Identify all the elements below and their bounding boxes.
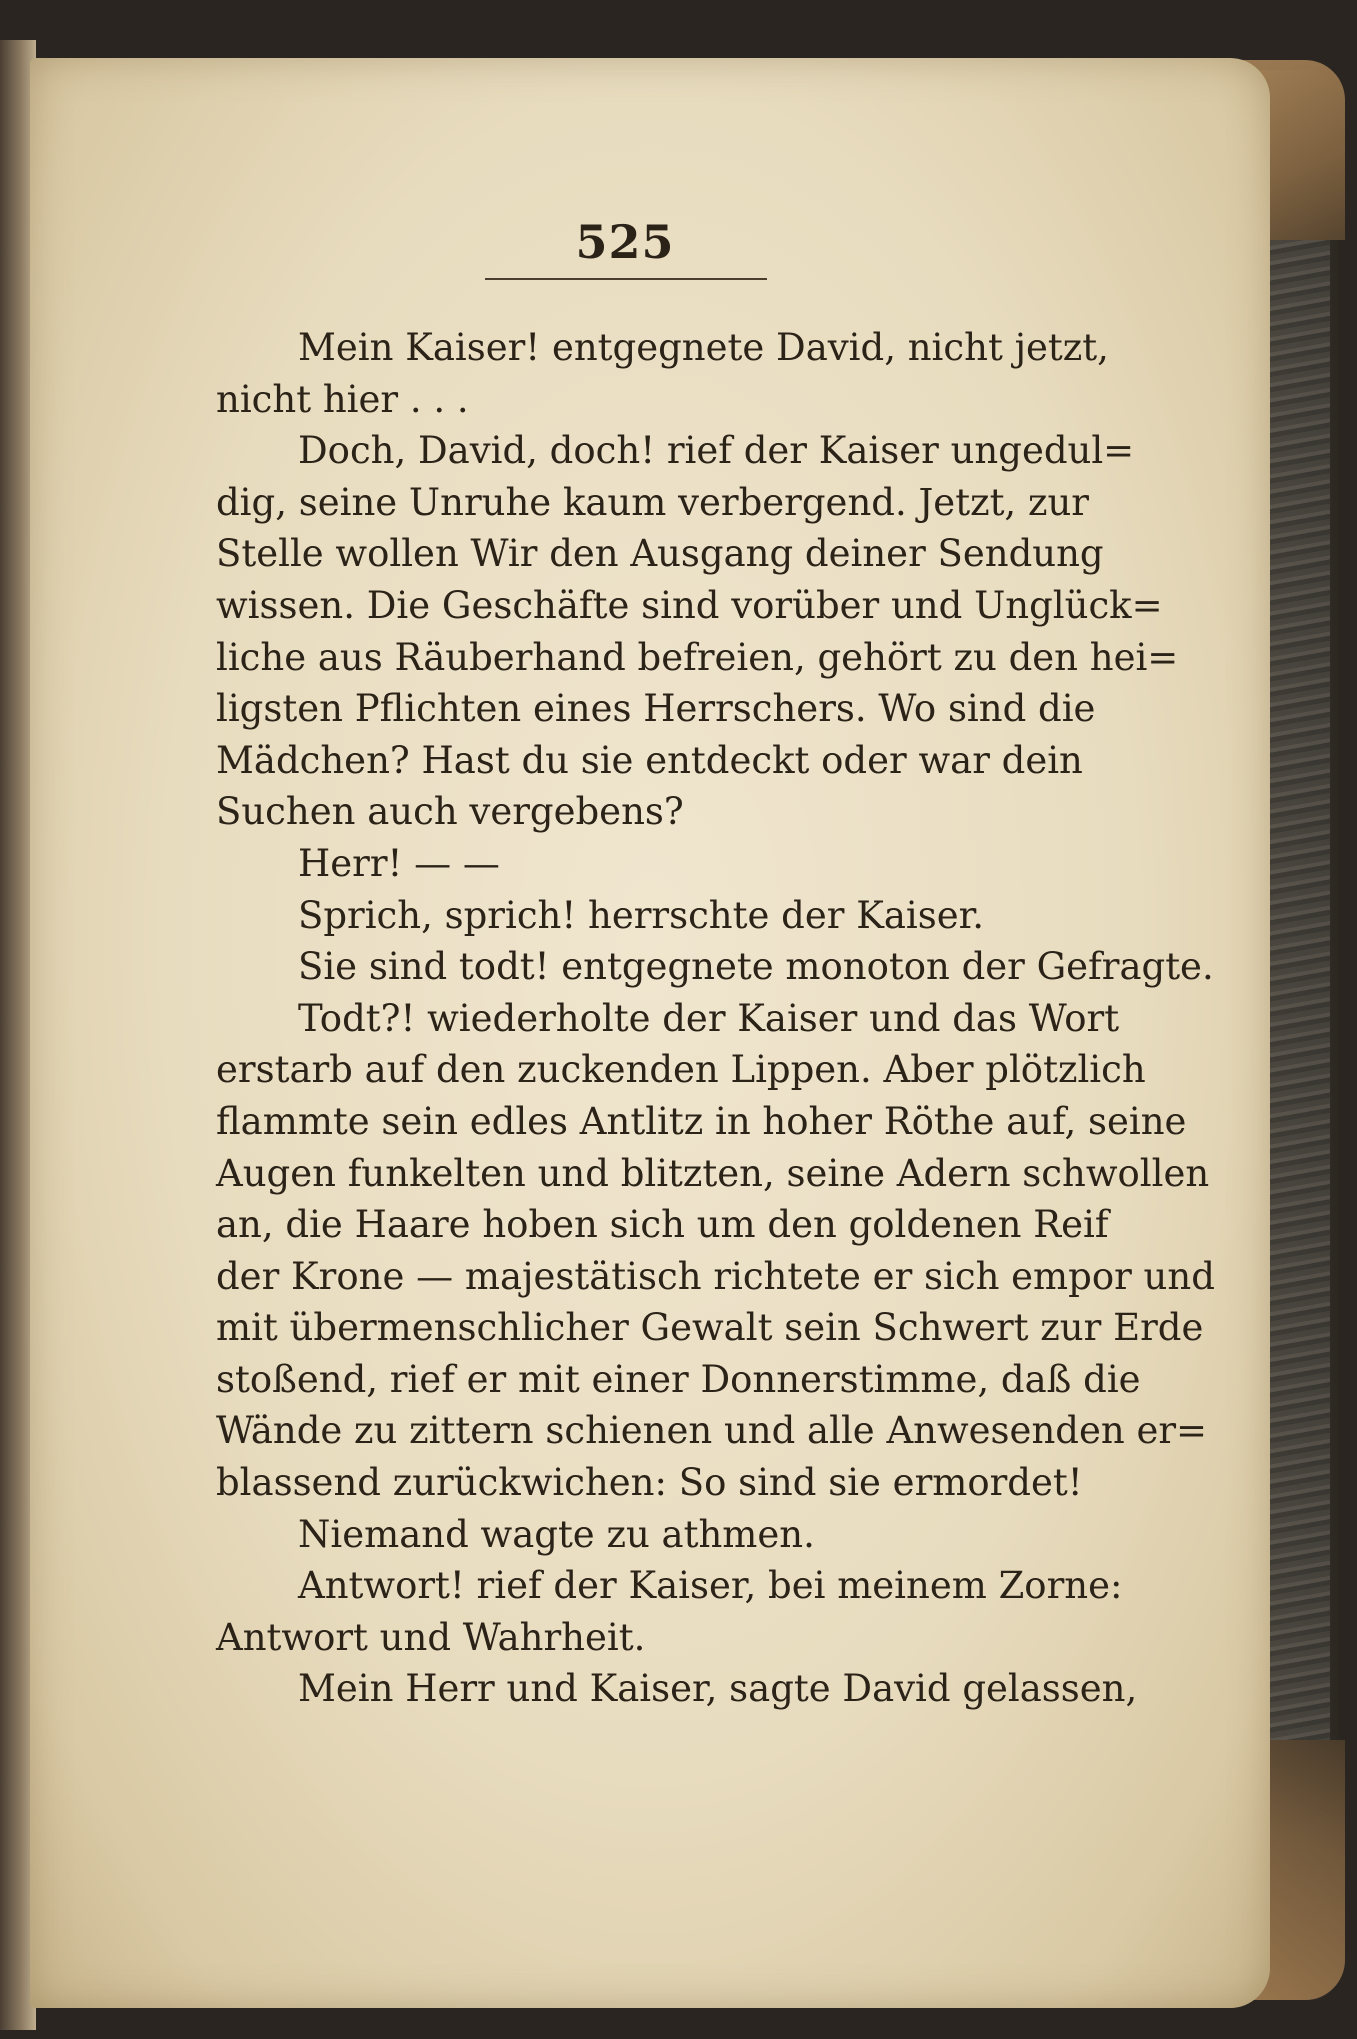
text-line: Doch, David, doch! rief der Kaiser ungedul= <box>298 429 1135 473</box>
text-line: liche aus Räuberhand befreien, gehört zu den hei= <box>216 635 1179 679</box>
page-number: 525 <box>575 215 675 269</box>
text-line: mit übermenschlicher Gewalt sein Schwert zur Erde <box>216 1306 1204 1350</box>
text-line: stoßend, rief er mit einer Donnerstimme, daß die <box>216 1357 1141 1401</box>
text-line: Mädchen? Hast du sie entdeckt oder war dein <box>216 738 1083 782</box>
text-line: Mein Herr und Kaiser, sagte David gelassen, <box>298 1667 1138 1711</box>
text-line: Stelle wollen Wir den Ausgang deiner Sendung <box>216 532 1104 576</box>
text-line: wissen. Die Geschäfte sind vorüber und Unglück= <box>216 583 1163 627</box>
marbled-cover <box>1270 240 1330 1740</box>
header-rule <box>485 278 767 280</box>
text-line: Antwort und Wahrheit. <box>216 1615 646 1659</box>
text-line: Suchen auch vergebens? <box>216 790 684 834</box>
text-line: an, die Haare hoben sich um den goldenen Reif <box>216 1203 1109 1247</box>
text-line: Augen funkelten und blitzten, seine Adern schwollen <box>216 1151 1210 1195</box>
text-line: blassend zurückwichen: So sind sie ermordet! <box>216 1461 1083 1505</box>
text-line: Sprich, sprich! herrschte der Kaiser. <box>298 893 984 937</box>
body-text <box>216 322 1215 1715</box>
text-line: Antwort! rief der Kaiser, bei meinem Zorne: <box>298 1564 1123 1608</box>
text-line: erstarb auf den zuckenden Lippen. Aber plötzlich <box>216 1048 1146 1092</box>
text-line: der Krone — majestätisch richtete er sich empor und <box>216 1254 1215 1298</box>
text-line: ligsten Pflichten eines Herrschers. Wo sind die <box>216 687 1096 731</box>
text-line: Niemand wagte zu athmen. <box>298 1512 815 1556</box>
text-line: Todt?! wiederholte der Kaiser und das Wort <box>298 996 1120 1040</box>
text-line: Herr! — — <box>298 841 500 885</box>
text-line: Mein Kaiser! entgegnete David, nicht jetzt, <box>298 326 1109 369</box>
text-line: Sie sind todt! entgegnete monoton der Gefragte. <box>298 945 1214 989</box>
text-line: Wände zu zittern schienen und alle Anwesenden er= <box>216 1409 1208 1453</box>
text-line: flammte sein edles Antlitz in hoher Röthe auf, seine <box>216 1099 1187 1143</box>
text-line: dig, seine Unruhe kaum verbergend. Jetzt, zur <box>216 480 1089 524</box>
text-line: nicht hier . . . <box>216 377 469 421</box>
